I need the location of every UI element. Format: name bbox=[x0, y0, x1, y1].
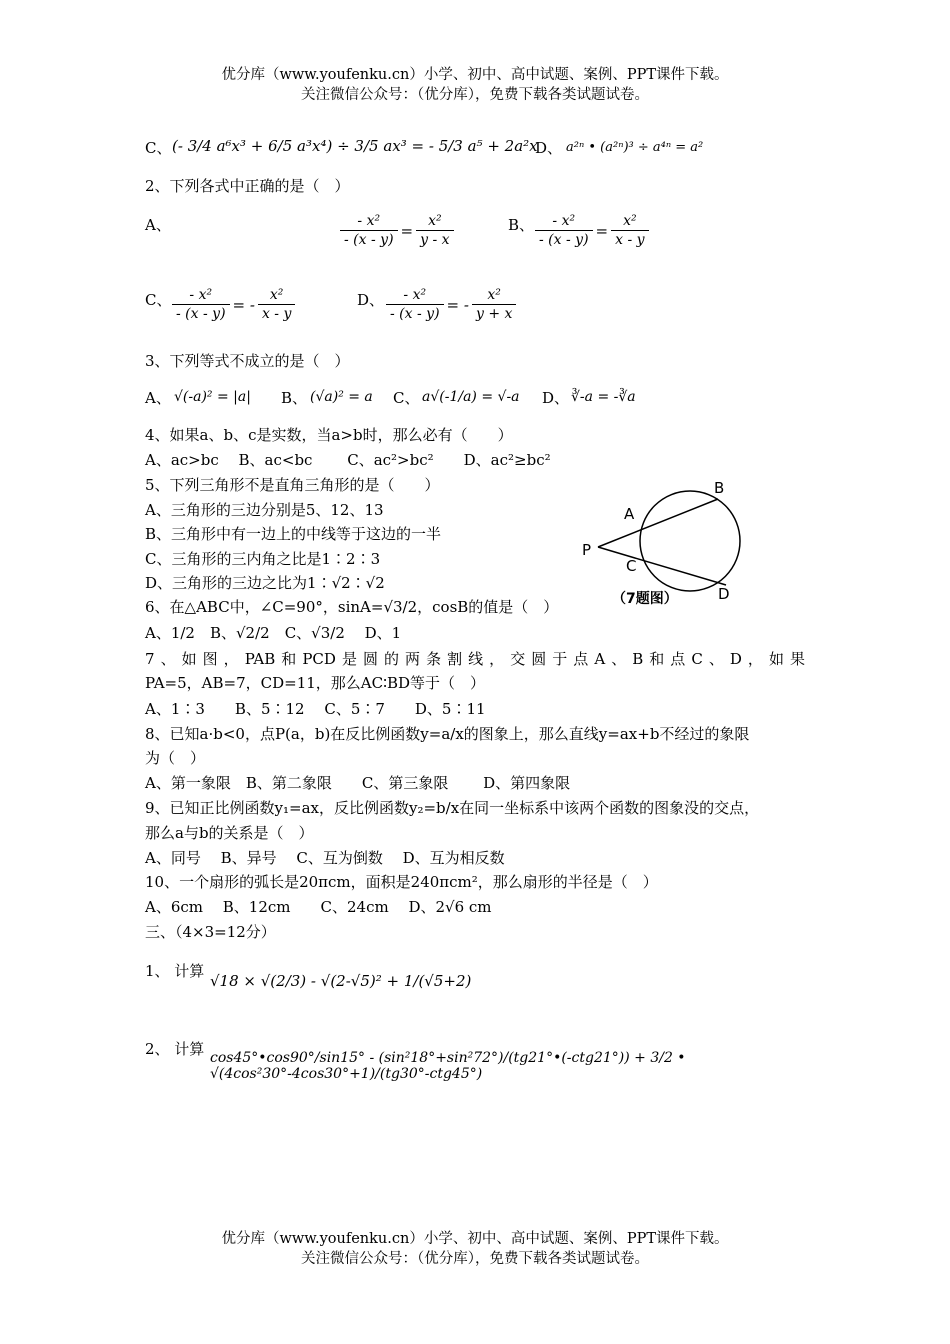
calc-1-expression: √18 × √(2/3) - √(2-√5)² + 1/(√5+2) bbox=[210, 972, 472, 990]
figure-circle bbox=[640, 491, 740, 591]
secant-pcd bbox=[598, 547, 726, 585]
label-d: D bbox=[718, 585, 730, 603]
secant-pab bbox=[598, 499, 718, 547]
q9-line-2: 那么a与b的关系是（ ） bbox=[145, 824, 314, 842]
q5-stem: 5、下列三角形不是直角三角形的是（ ） bbox=[145, 476, 440, 494]
label-b: B bbox=[714, 479, 725, 497]
header-line-1: 优分库（www.youfenku.cn）小学、初中、高中试题、案例、PPT课件下载。 bbox=[221, 67, 729, 83]
q10-options: A、6cm B、12cm C、24cm D、2√6 cm bbox=[145, 898, 492, 916]
header-line-2: 关注微信公众号：（优分库），免费下载各类试题试卷。 bbox=[301, 87, 649, 103]
q2-option-c-label: C、 bbox=[145, 291, 172, 309]
q4-stem: 4、如果a、b、c是实数，当a>b时，那么必有（ ） bbox=[145, 426, 513, 444]
q2-option-c-formula: $\frac{\text{- x²}}{- (x - y)}$ = - $\frac{\text{x²}}{x - y}$ bbox=[172, 286, 295, 323]
q2-option-d-label: D、 bbox=[357, 291, 385, 309]
calc-2-label: 2、 计算 bbox=[145, 1040, 205, 1058]
q2-option-a-label: A、 bbox=[145, 216, 171, 234]
q6-stem: 6、在△ABC中，∠C=90°，sinA=√3/2，cosB的值是（ ） bbox=[145, 598, 559, 616]
q2-stem: 2、下列各式中正确的是（ ） bbox=[145, 177, 350, 195]
q6-options: A、1/2 B、√2/2 C、√3/2 D、1 bbox=[145, 624, 402, 642]
q3-option-a-label: A、 bbox=[145, 389, 171, 407]
q8-line-2: 为（ ） bbox=[145, 749, 206, 767]
q1-option-d-label: D、 bbox=[535, 139, 563, 157]
q3-option-b-expression: (√a)² = a bbox=[310, 389, 373, 405]
q7-line-1: 7、如图，PAB和PCD是圆的两条割线，交圆于点A、B和点C、D，如果 bbox=[145, 650, 805, 668]
footer-line-2: 关注微信公众号：（优分库），免费下载各类试题试卷。 bbox=[301, 1251, 649, 1267]
q8-line-1: 8、已知a·b<0，点P(a，b)在反比例函数y=a/x的图象上，那么直线y=ax+b不经过的象限 bbox=[145, 725, 750, 743]
calc-1-label: 1、 计算 bbox=[145, 962, 205, 980]
label-p: P bbox=[582, 541, 592, 559]
q5-option-d: D、三角形的三边之比为1∶√2∶√2 bbox=[145, 574, 385, 592]
figure-caption: （7题图） bbox=[612, 591, 678, 607]
q2-option-b-formula: $\frac{\text{- x²}}{- (x - y)}$ = $\frac{\text{x²}}{x - y}$ bbox=[535, 212, 649, 249]
q2-option-d-formula: $\frac{\text{- x²}}{- (x - y)}$ = - $\frac{\text{x²}}{y + x}$ bbox=[386, 286, 516, 323]
q3-option-d-label: D、 bbox=[542, 389, 570, 407]
q5-option-b: B、三角形中有一边上的中线等于这边的一半 bbox=[145, 525, 442, 543]
q3-option-a-expression: √(-a)² = |a| bbox=[174, 389, 251, 405]
figure-svg bbox=[580, 475, 745, 610]
section-3-title: 三、（4×3=12分） bbox=[145, 923, 276, 941]
calc-2-expression: cos45°•cos90°/sin15° - (sin²18°+sin²72°)/(tg21°•(-ctg21°)) + 3/2 • √(4cos²30°-4cos30°+1)/(tg30°-ctg45°) bbox=[210, 1050, 686, 1082]
circle-secant-figure bbox=[580, 475, 745, 610]
q3-stem: 3、下列等式不成立的是（ ） bbox=[145, 352, 350, 370]
q8-options: A、第一象限 B、第二象限 C、第三象限 D、第四象限 bbox=[145, 774, 571, 792]
label-c: C bbox=[626, 557, 637, 575]
q5-option-a: A、三角形的三边分别是5、12、13 bbox=[145, 501, 384, 519]
q1-option-d-expression: a²ⁿ • (a²ⁿ)³ ÷ a⁴ⁿ = a² bbox=[566, 140, 704, 155]
q3-option-c-label: C、 bbox=[393, 389, 420, 407]
q2-option-a-formula: $\frac{\text{- x²}}{- (x - y)}$ = $\frac{\text{x²}}{y - x}$ bbox=[340, 212, 454, 249]
q5-option-c: C、三角形的三内角之比是1∶2∶3 bbox=[145, 550, 381, 568]
q3-option-b-label: B、 bbox=[281, 389, 308, 407]
q9-line-1: 9、已知正比例函数y₁=ax，反比例函数y₂=b/x在同一坐标系中该两个函数的图象没的交点， bbox=[145, 799, 760, 817]
footer-line-1: 优分库（www.youfenku.cn）小学、初中、高中试题、案例、PPT课件下载。 bbox=[221, 1231, 729, 1247]
q9-options: A、同号 B、异号 C、互为倒数 D、互为相反数 bbox=[145, 849, 505, 867]
q7-line-2: PA=5，AB=7，CD=11，那么AC∶BD等于（ ） bbox=[145, 674, 486, 692]
q1-option-c-label: C、 bbox=[145, 139, 172, 157]
q1-option-c-expression: (- 3/4 a⁶x³ + 6/5 a³x⁴) ÷ 3/5 ax³ = - 5/3 a⁵ + 2a²x bbox=[172, 137, 538, 155]
label-a: A bbox=[624, 505, 635, 523]
q7-options: A、1∶3 B、5∶12 C、5∶7 D、5∶11 bbox=[145, 700, 486, 718]
q3-option-c-expression: a√(-1/a) = √-a bbox=[422, 389, 520, 405]
q3-option-d-expression: ∛-a = -∛a bbox=[571, 389, 636, 405]
q2-option-b-label: B、 bbox=[508, 216, 535, 234]
q10-stem: 10、一个扇形的弧长是20πcm，面积是240πcm²，那么扇形的半径是（ ） bbox=[145, 873, 658, 891]
q4-options: A、ac>bc B、ac<bc C、ac²>bc² D、ac²≥bc² bbox=[145, 451, 551, 469]
